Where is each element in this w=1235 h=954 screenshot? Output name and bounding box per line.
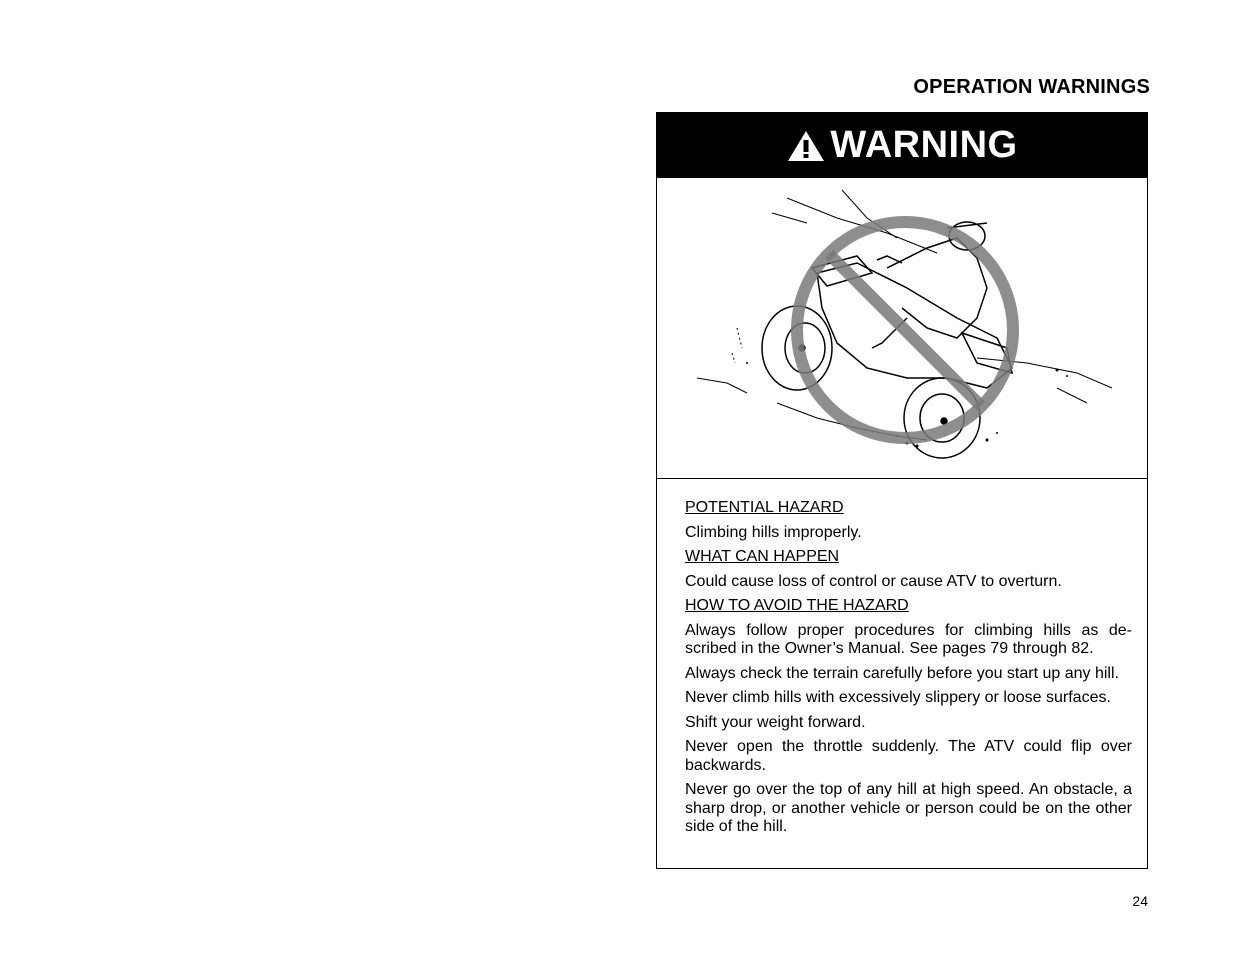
avoid-item: Never climb hills with excessively slippery or loose surfaces.	[685, 689, 1111, 706]
warning-box	[656, 112, 1148, 869]
no-atv-hill-climb-illustration	[657, 178, 1147, 479]
warning-triangle-icon	[786, 129, 826, 163]
avoid-heading: HOW TO AVOID THE HAZARD	[685, 597, 909, 614]
avoid-item: Always check the terrain carefully before you start up any hill.	[685, 664, 1119, 682]
warning-text	[657, 479, 1147, 837]
avoid-item: Never open the throttle suddenly. The ATV could flip over backwards.	[685, 738, 1132, 774]
section-title: OPERATION WARNINGS	[913, 76, 1150, 98]
hazard-text: Climbing hills improperly.	[685, 523, 862, 541]
warning-label: WARNING	[830, 124, 1018, 166]
avoid-item: Always follow proper procedures for climbing hills as de-scribed in the Owner’s Manual. See pages 79 through 82.	[685, 621, 1132, 657]
hazard-heading: POTENTIAL HAZARD	[685, 499, 844, 516]
page-number: 24	[1132, 893, 1148, 909]
avoid-item: Never go over the top of any hill at high speed. An obstacle, a sharp drop, or another vehicle or person could be on the other side of the hill.	[685, 781, 1132, 835]
happen-text: Could cause loss of control or cause ATV to overturn.	[685, 572, 1062, 590]
warning-header	[657, 113, 1147, 178]
happen-heading: WHAT CAN HAPPEN	[685, 548, 840, 565]
avoid-item: Shift your weight forward.	[685, 713, 866, 731]
